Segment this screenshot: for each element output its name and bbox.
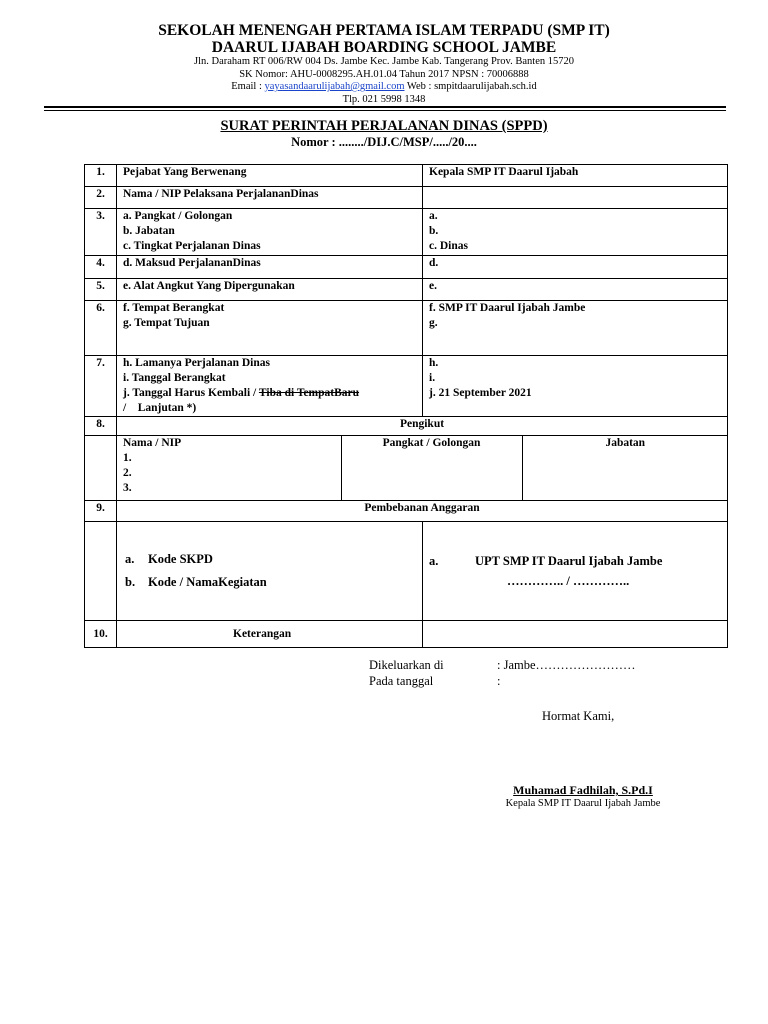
row-number: 3. [85,209,117,256]
row-number: 1. [85,165,117,187]
form-row-7 [85,356,728,417]
school-name-line1: SEKOLAH MENENGAH PERTAMA ISLAM TERPADU (SMP IT) [158,22,610,39]
row-label: Pejabat Yang Berwenang [117,165,423,187]
companions-title: Pengikut [117,417,728,436]
struck-text: Tiba di TempatBaru [258,387,360,399]
budget-codes: a. Kode SKPD b. Kode / NamaKegiatan [117,522,423,621]
form-row-2 [85,187,728,209]
row-label: Nama / NIP Pelaksana PerjalananDinas [117,187,423,209]
row-label: a. Pangkat / Golongan b. Jabatan c. Tingkat Perjalanan Dinas [117,209,423,256]
companion-position-header: Jabatan [522,436,728,500]
row-label: h. Lamanya Perjalanan Dinas i. Tanggal Berangkat j. Tanggal Harus Kembali / Tiba di TempatBaru / Lanjutan *) [117,356,423,417]
email-link[interactable]: yayasandaarulijabah@gmail.com [264,81,405,92]
row-value: d. [423,256,728,279]
row-number: 4. [85,256,117,279]
form-row-10 [85,621,728,648]
companion-rank-header: Pangkat / Golongan [341,436,522,500]
row-value: e. [423,279,728,301]
budget-row [85,522,728,621]
document-number: Nomor : ......../DIJ.C/MSP/...../20.... [291,135,477,149]
regards-text: Hormat Kami, [542,709,615,723]
form-row-1 [85,165,728,187]
companions-table [117,436,728,500]
school-name-line2: DAARUL IJABAH BOARDING SCHOOL JAMBE [211,39,557,56]
phone-number: Tlp. 021 5998 1348 [342,93,426,105]
contact-line [0,81,768,94]
signatory [450,783,716,809]
row-value: f. SMP IT Daarul Ijabah Jambe g. [423,301,728,356]
row-value: Kepala SMP IT Daarul Ijabah [423,165,728,187]
school-address: Jln. Daraham RT 006/RW 004 Ds. Jambe Kec. Jambe Kab. Tangerang Prov. Banten 15720 [194,56,574,67]
companion-names: Nama / NIP 1. 2. 3. [123,437,182,494]
remarks-value [423,621,728,648]
budget-source: a. UPT SMP IT Daarul Ijabah Jambe ………….. / ………….. [423,522,728,621]
date-value: : [497,674,501,688]
sk-number: SK Nomor: AHU-0008295.AH.01.04 Tahun 2017 NPSN : 70006888 [239,68,529,80]
budget-title: Pembebanan Anggaran [117,501,728,522]
issuance-info [369,657,636,689]
email-label: Email : [231,81,265,92]
companions-row [85,436,728,501]
signatory-name: Muhamad Fadhilah, S.Pd.I [513,783,653,797]
document-title: SURAT PERINTAH PERJALANAN DINAS (SPPD) [220,118,548,134]
row-number: 9. [85,501,117,522]
sppd-form-table [84,164,728,648]
issued-value: : Jambe…………………… [497,658,636,672]
row-number: 2. [85,187,117,209]
letterhead-divider-thick [44,106,726,108]
form-row-8-header [85,417,728,436]
issued-label: Dikeluarkan di [369,658,444,672]
form-row-3 [85,209,728,256]
letterhead-divider-thin [44,110,726,111]
return-date-label: j. Tanggal Harus Kembali / Tiba di TempatBaru [123,387,360,399]
website-text: Web : smpitdaarulijabah.sch.id [404,81,537,92]
row-value: a. b. c. Dinas [423,209,728,256]
document-heading [0,118,768,150]
row-number: 10. [85,621,117,648]
letterhead [0,22,768,106]
form-row-6 [85,301,728,356]
date-label: Pada tanggal [369,674,434,688]
form-row-4 [85,256,728,279]
form-row-9-header [85,501,728,522]
row-label: f. Tempat Berangkat g. Tempat Tujuan [117,301,423,356]
row-number: 7. [85,356,117,417]
row-number: 5. [85,279,117,301]
signatory-position: Kepala SMP IT Daarul Ijabah Jambe [505,798,661,809]
remarks-label: Keterangan [117,621,423,648]
form-row-5 [85,279,728,301]
row-number: 8. [85,417,117,436]
row-label: e. Alat Angkut Yang Dipergunakan [117,279,423,301]
row-value [423,187,728,209]
row-value: h. i. j. 21 September 2021 [423,356,728,417]
row-label: d. Maksud PerjalananDinas [117,256,423,279]
row-number: 6. [85,301,117,356]
